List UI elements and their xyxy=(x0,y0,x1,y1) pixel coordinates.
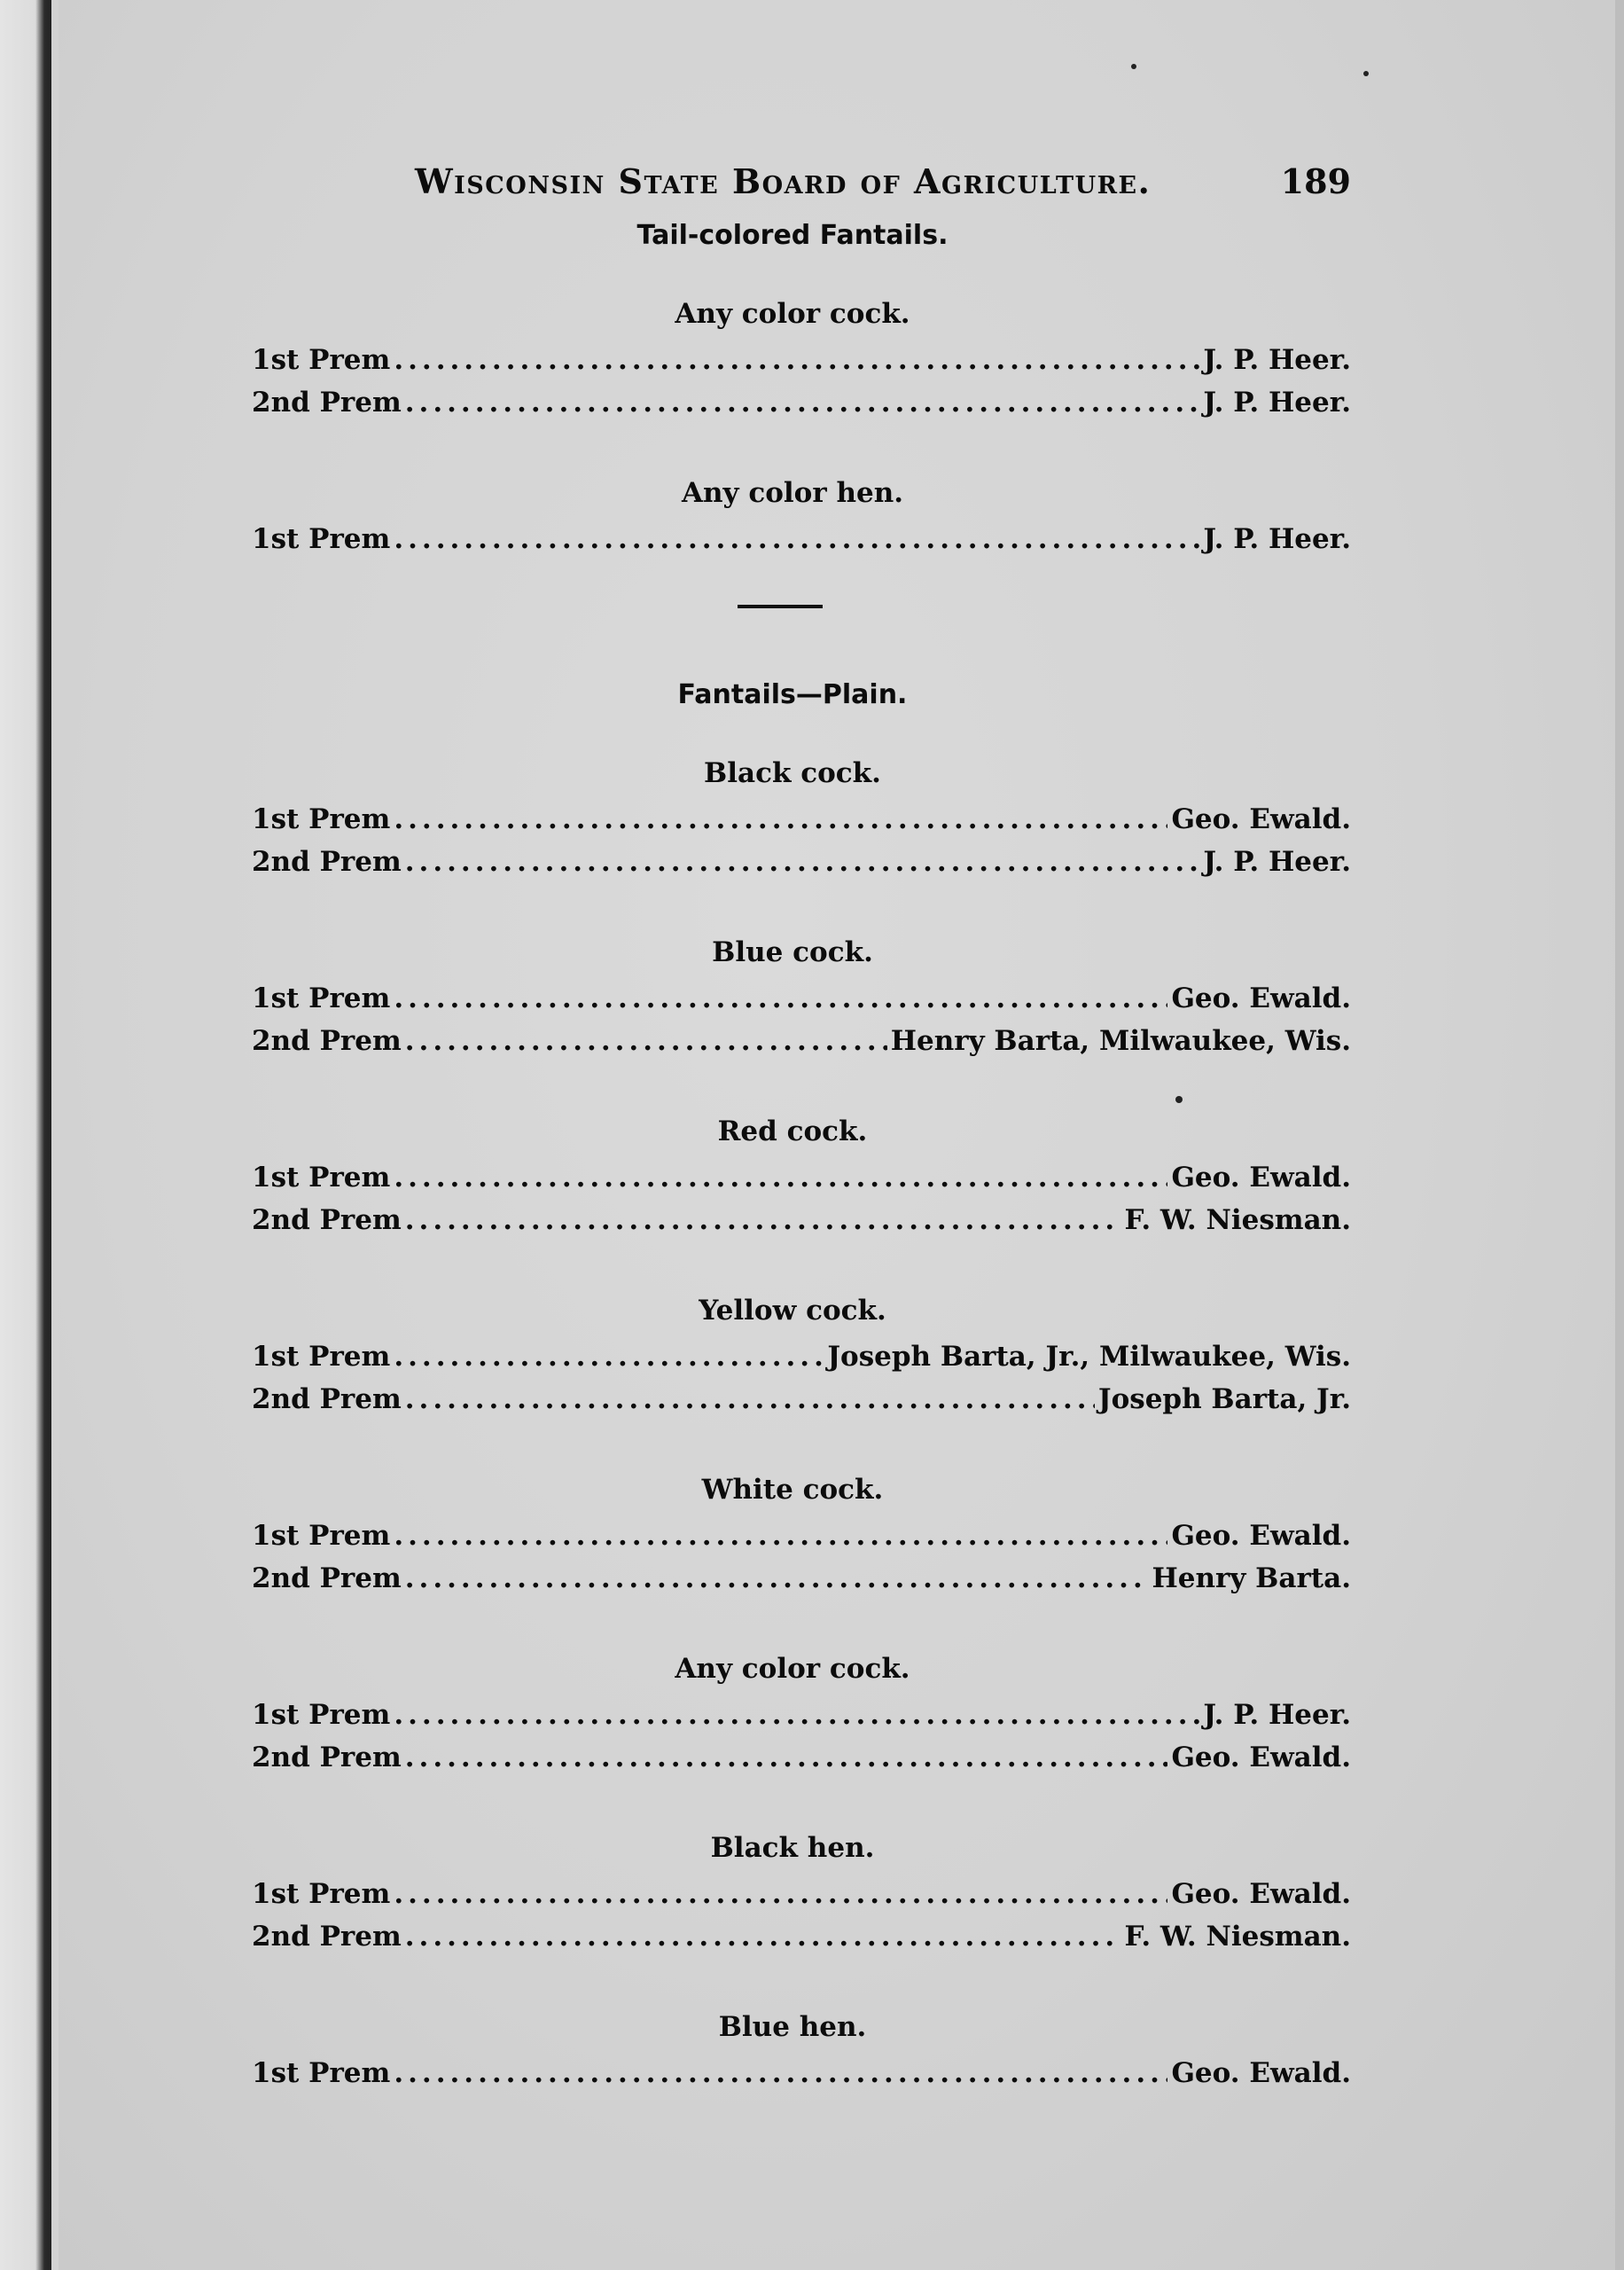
award-place: 2nd Prem xyxy=(252,1562,402,1594)
dot-leader xyxy=(405,1915,1121,1958)
award-winner: Joseph Barta, Jr., Milwaukee, Wis. xyxy=(827,1341,1351,1373)
award-place: 1st Prem xyxy=(252,1878,391,1910)
class-title: Blue cock. xyxy=(712,936,873,968)
award-winner: J. P. Heer. xyxy=(1203,387,1351,419)
award-row xyxy=(252,2052,1351,2094)
award-place: 1st Prem xyxy=(252,344,391,376)
award-winner: Geo. Ewald. xyxy=(1171,1742,1351,1773)
award-row xyxy=(252,1156,1351,1199)
section-title: Tail-colored Fantails. xyxy=(636,220,949,251)
dot-leader xyxy=(394,339,1199,381)
award-winner: Geo. Ewald. xyxy=(1171,1878,1351,1910)
dot-leader xyxy=(405,1378,1095,1421)
dot-leader xyxy=(405,1557,1149,1600)
section-title: Fantails—Plain. xyxy=(677,679,908,710)
award-place: 1st Prem xyxy=(252,523,391,555)
class-title: Red cock. xyxy=(717,1115,868,1147)
class-title: Black cock. xyxy=(704,757,881,789)
award-row xyxy=(252,518,1351,560)
dot-leader xyxy=(394,798,1167,841)
award-winner: J. P. Heer. xyxy=(1203,846,1351,878)
dot-leader xyxy=(405,1020,887,1062)
award-place: 2nd Prem xyxy=(252,387,402,419)
page-number: 189 xyxy=(1280,161,1351,201)
award-place: 2nd Prem xyxy=(252,1921,402,1953)
award-winner: F. W. Niesman. xyxy=(1124,1921,1351,1953)
section-tail-colored-fantails xyxy=(252,213,1351,560)
dot-leader xyxy=(394,1873,1167,1915)
award-row xyxy=(252,1557,1351,1600)
dot-leader xyxy=(394,977,1167,1020)
section-fantails-plain xyxy=(252,672,1351,2094)
award-row xyxy=(252,1515,1351,1557)
class-title: Any color hen. xyxy=(681,477,904,509)
award-winner: Joseph Barta, Jr. xyxy=(1097,1383,1351,1415)
award-winner: Geo. Ewald. xyxy=(1171,1162,1351,1194)
award-row xyxy=(252,1736,1351,1779)
class-title: Blue hen. xyxy=(718,2011,867,2043)
dot-leader xyxy=(394,518,1199,560)
award-row xyxy=(252,798,1351,841)
dot-leader xyxy=(405,1736,1168,1779)
award-place: 1st Prem xyxy=(252,803,391,835)
award-place: 2nd Prem xyxy=(252,1025,402,1057)
award-place: 1st Prem xyxy=(252,1699,391,1731)
section-divider xyxy=(738,605,823,608)
award-place: 1st Prem xyxy=(252,2057,391,2089)
class-title: White cock. xyxy=(701,1474,884,1506)
dot-leader xyxy=(394,1515,1167,1557)
dot-leader xyxy=(394,1335,824,1378)
dot-leader xyxy=(394,1156,1167,1199)
award-winner: J. P. Heer. xyxy=(1203,1699,1351,1731)
award-place: 2nd Prem xyxy=(252,1383,402,1415)
class-title: Any color cock. xyxy=(675,298,910,330)
award-row xyxy=(252,1378,1351,1421)
award-winner: Geo. Ewald. xyxy=(1171,2057,1351,2089)
award-place: 1st Prem xyxy=(252,1520,391,1552)
award-place: 2nd Prem xyxy=(252,846,402,878)
award-winner: J. P. Heer. xyxy=(1203,344,1351,376)
award-row xyxy=(252,339,1351,381)
running-title: Wisconsin State Board of Agriculture. xyxy=(415,161,1152,201)
award-place: 1st Prem xyxy=(252,982,391,1014)
award-winner: Geo. Ewald. xyxy=(1171,803,1351,835)
ink-speck xyxy=(1363,71,1369,76)
award-row xyxy=(252,381,1351,424)
award-place: 2nd Prem xyxy=(252,1742,402,1773)
award-row xyxy=(252,977,1351,1020)
dot-leader xyxy=(394,1694,1199,1736)
award-place: 1st Prem xyxy=(252,1341,391,1373)
ink-speck xyxy=(1131,64,1136,69)
class-title: Any color cock. xyxy=(675,1653,910,1685)
award-row xyxy=(252,1199,1351,1241)
award-row xyxy=(252,1020,1351,1062)
award-winner: J. P. Heer. xyxy=(1203,523,1351,555)
book-gutter xyxy=(0,0,51,2270)
dot-leader xyxy=(405,381,1200,424)
award-winner: Henry Barta. xyxy=(1152,1562,1351,1594)
award-place: 1st Prem xyxy=(252,1162,391,1194)
page-header xyxy=(415,151,1351,213)
award-row xyxy=(252,1873,1351,1915)
award-row xyxy=(252,1694,1351,1736)
page-content xyxy=(252,151,1351,2094)
award-winner: F. W. Niesman. xyxy=(1124,1204,1351,1236)
dot-leader xyxy=(405,1199,1121,1241)
award-row xyxy=(252,1335,1351,1378)
award-winner: Geo. Ewald. xyxy=(1171,982,1351,1014)
class-title: Yellow cock. xyxy=(699,1295,886,1327)
award-place: 2nd Prem xyxy=(252,1204,402,1236)
class-title: Black hen. xyxy=(710,1832,875,1864)
award-row xyxy=(252,1915,1351,1958)
dot-leader xyxy=(405,841,1200,883)
award-winner: Geo. Ewald. xyxy=(1171,1520,1351,1552)
dot-leader xyxy=(394,2052,1167,2094)
award-row xyxy=(252,841,1351,883)
award-winner: Henry Barta, Milwaukee, Wis. xyxy=(890,1025,1351,1057)
